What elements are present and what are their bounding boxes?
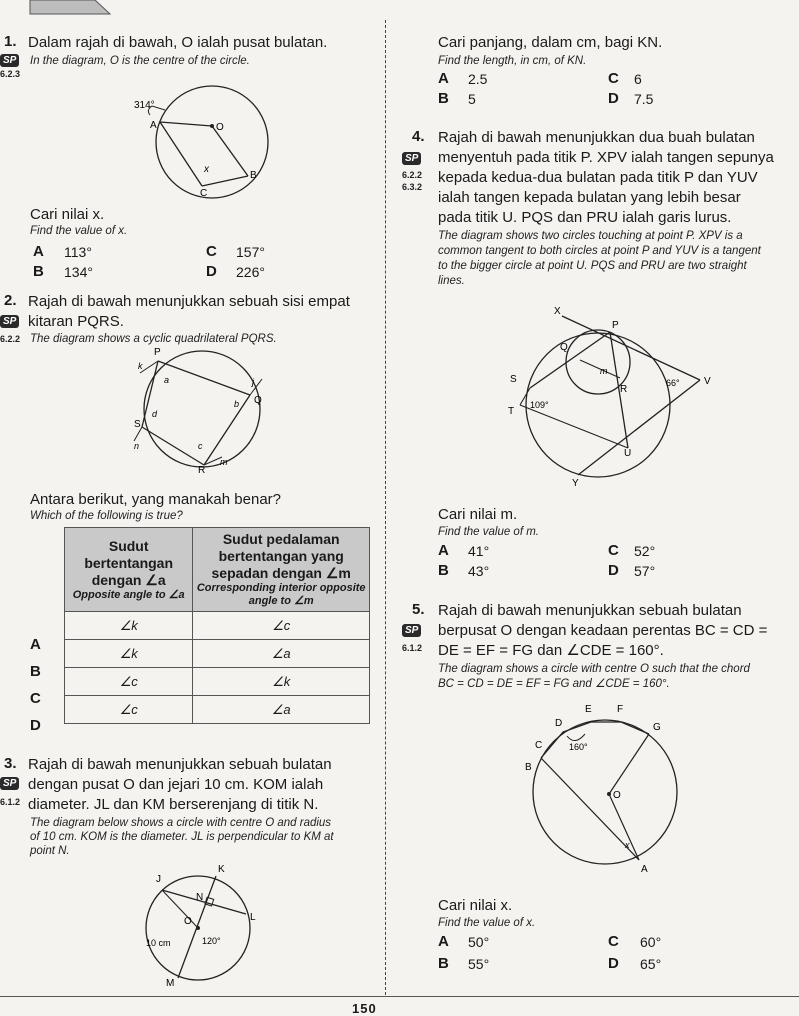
point-label-f: F [617,704,624,715]
point-label-q: Q [560,342,568,353]
point-label-j: J [156,874,161,885]
option-label: B [438,955,449,972]
angle-m-label: m [220,457,228,467]
row-label: D [30,717,41,734]
option-label: B [438,562,449,579]
syllabus-code: 6.1.2 [402,643,423,653]
question-number: 5. [412,601,425,618]
ask-ms: Cari nilai x. [30,206,105,223]
header-en: Opposite angle to ∠a [72,588,185,601]
option-label: A [33,243,44,260]
syllabus-code: 6.2.3 [0,69,21,79]
point-label-a: A [150,120,157,131]
option-label: A [438,70,449,87]
option-value: 43° [468,563,490,579]
table-header-opposite [65,528,193,612]
angle-d-label: d [152,409,158,419]
ask-en: Find the value of x. [30,225,128,237]
header-ms: Sudut bertentangan dengan ∠a [84,537,174,588]
point-label-g: G [653,722,661,733]
question-text-ms: kitaran PQRS. [28,313,124,330]
table-header-corresponding [193,528,370,612]
point-label-r: R [620,384,628,395]
point-label-o: O [184,916,192,927]
point-label-e: E [585,704,592,715]
table-cell: ∠a [193,640,370,668]
question-text-en: The diagram shows two circles touching at point P. XPV is a [438,230,743,242]
angle-x-label: x [625,840,630,850]
option-label: D [608,562,619,579]
point-label-b: B [525,762,532,773]
angle-66-label: 66° [666,378,680,388]
question-text-en: of 10 cm. KOM is the diameter. JL is perpendicular to KM at [30,831,334,843]
question-text-ms: Rajah di bawah menunjukkan sebuah bulatan [438,602,742,619]
centre-point [210,124,214,128]
point-label-u: U [624,448,632,459]
option-label: D [608,955,619,972]
point-label-a: A [641,864,648,875]
point-label-y: Y [572,478,579,489]
question-text-en: The diagram shows a circle with centre O such that the chord [438,663,750,675]
syllabus-code: 6.1.2 [0,797,21,807]
option-value: 50° [468,934,490,950]
question-text-en: common tangent to both circles at point P and YUV is a tangent [438,245,761,257]
sp-badge: SP [402,624,421,637]
q1-circle-diagram [120,80,280,220]
page-number: 150 [352,1001,377,1016]
point-label-q: Q [254,395,262,406]
question-text-ms: dengan pusat O dan jejari 10 cm. KOM ialah [28,776,324,793]
ask-ms: Cari panjang, dalam cm, bagi KN. [438,34,663,51]
point-label-s: S [510,374,517,385]
point-label-v: V [704,376,711,387]
angle-j-label: j [252,377,254,387]
angle-c-label: c [198,441,203,451]
point-label-p: P [154,347,161,358]
option-value: 6 [634,71,642,87]
sp-badge: SP [0,54,19,67]
sp-badge: SP [0,315,19,328]
question-text-en: lines. [438,275,465,287]
row-label: B [30,663,41,680]
table-row [65,696,370,724]
point-label-d: D [555,718,563,729]
point-label-t: T [508,406,515,417]
table-cell: ∠c [193,612,370,640]
option-label: C [608,70,619,87]
question-text-en: In the diagram, O is the centre of the circle. [30,55,250,67]
question-text-en: to the bigger circle at point U. PQS and PRU are two straight [438,260,747,272]
ask-en: Which of the following is true? [30,510,183,522]
header-tab-graphic [0,0,130,18]
table-row [65,612,370,640]
option-value: 113° [64,244,92,260]
question-text-ms: berpusat O dengan keadaan perentas BC = CD = [438,622,768,639]
question-text-ms: kepada kedua-dua bulatan pada titik P dan YUV [438,169,758,186]
point-label-p: P [612,320,619,331]
angle-label: 120° [202,936,221,946]
table-cell: ∠k [65,612,193,640]
option-label: C [206,243,217,260]
question-text-ms: diameter. JL dan KM berserenjang di titik N. [28,796,319,813]
question-text-ms: pada titik U. PQS dan PRU ialah garis lurus. [438,209,732,226]
option-value: 65° [640,956,662,972]
question-text-ms: DE = EF = FG dan ∠CDE = 160°. [438,642,664,659]
table-cell: ∠c [65,668,193,696]
point-label-c: C [200,188,208,199]
question-text-en: BC = CD = DE = EF = FG and ∠CDE = 160°. [438,678,670,690]
question-number: 3. [4,755,17,772]
syllabus-code: 6.2.2 [0,334,21,344]
option-value: 134° [64,264,93,280]
option-value: 157° [236,244,265,260]
ask-en: Find the length, in cm, of KN. [438,55,587,67]
column-divider [385,20,386,995]
option-value: 52° [634,543,656,559]
ask-en: Find the value of m. [438,526,539,538]
question-text-ms: Dalam rajah di bawah, O ialah pusat bulatan. [28,34,328,51]
option-value: 41° [468,543,490,559]
table-row [65,668,370,696]
syllabus-code: 6.3.2 [402,182,423,192]
option-label: A [438,542,449,559]
question-number: 4. [412,128,425,145]
q3-circle-diagram [140,860,280,990]
option-value: 57° [634,563,656,579]
row-label: A [30,636,41,653]
point-label-b: B [250,170,257,181]
point-label-c: C [535,740,543,751]
question-text-ms: menyentuh pada titik P. XPV ialah tangen sepunya [438,149,774,166]
sp-badge: SP [0,777,19,790]
point-label-x: X [554,306,561,317]
angle-x-label: x [204,164,209,175]
q2-cyclic-quad-diagram [130,345,275,475]
radius-label: 10 cm [146,938,171,948]
question-text-ms: Rajah di bawah menunjukkan dua buah bulatan [438,129,755,146]
header-en: Corresponding interior opposite angle to ∠m [196,582,366,607]
option-label: C [608,542,619,559]
option-value: 7.5 [634,91,654,107]
point-label-n: N [196,892,204,903]
ask-ms: Cari nilai m. [438,506,518,523]
option-value: 2.5 [468,71,488,87]
angle-label: 314° [134,100,155,111]
option-label: A [438,933,449,950]
ask-en: Find the value of x. [438,917,536,929]
question-number: 1. [4,33,17,50]
angle-label: 160° [569,742,588,752]
table-row [65,640,370,668]
angle-n-label: n [134,441,140,451]
q4-tangent-circles-diagram [500,300,720,490]
ask-ms: Cari nilai x. [438,897,513,914]
angle-k-label: k [138,361,143,371]
angle-109-label: 109° [530,400,549,410]
option-label: D [608,90,619,107]
question-text-en: point N. [30,845,70,857]
ask-ms: Antara berikut, yang manakah benar? [30,491,281,508]
point-label-k: K [218,864,225,875]
question-text-en: The diagram shows a cyclic quadrilateral PQRS. [30,333,277,345]
point-label-o: O [613,790,621,801]
table-cell: ∠c [65,696,193,724]
syllabus-code: 6.2.2 [402,170,423,180]
option-label: D [206,263,217,280]
option-value: 5 [468,91,476,107]
angle-b-label: b [234,399,240,409]
question-number: 2. [4,292,17,309]
table-cell: ∠a [193,696,370,724]
point-label-r: R [198,465,206,475]
point-label-s: S [134,419,141,430]
q5-circle-diagram [505,700,685,880]
question-text-ms: Rajah di bawah menunjukkan sebuah bulatan [28,756,332,773]
answer-table [64,527,370,724]
header-ms: Sudut pedalaman bertentangan yang sepadan dengan ∠m [211,531,351,581]
option-label: B [438,90,449,107]
footer-rule [0,996,799,997]
point-label-m: M [166,978,175,989]
option-label: B [33,263,44,280]
point-label-o: O [216,122,224,133]
option-value: 55° [468,956,490,972]
option-value: 226° [236,264,265,280]
question-text-en: The diagram below shows a circle with centre O and radius [30,817,332,829]
table-cell: ∠k [65,640,193,668]
question-text-ms: Rajah di bawah menunjukkan sebuah sisi empat [28,293,350,310]
angle-m-label: m [600,366,608,376]
option-value: 60° [640,934,662,950]
point-label-l: L [250,912,256,923]
question-text-ms: ialah tangen kepada bulatan yang lebih besar [438,189,741,206]
table-cell: ∠k [193,668,370,696]
angle-a-label: a [164,375,170,385]
sp-badge: SP [402,152,421,165]
row-label: C [30,690,41,707]
option-label: C [608,933,619,950]
